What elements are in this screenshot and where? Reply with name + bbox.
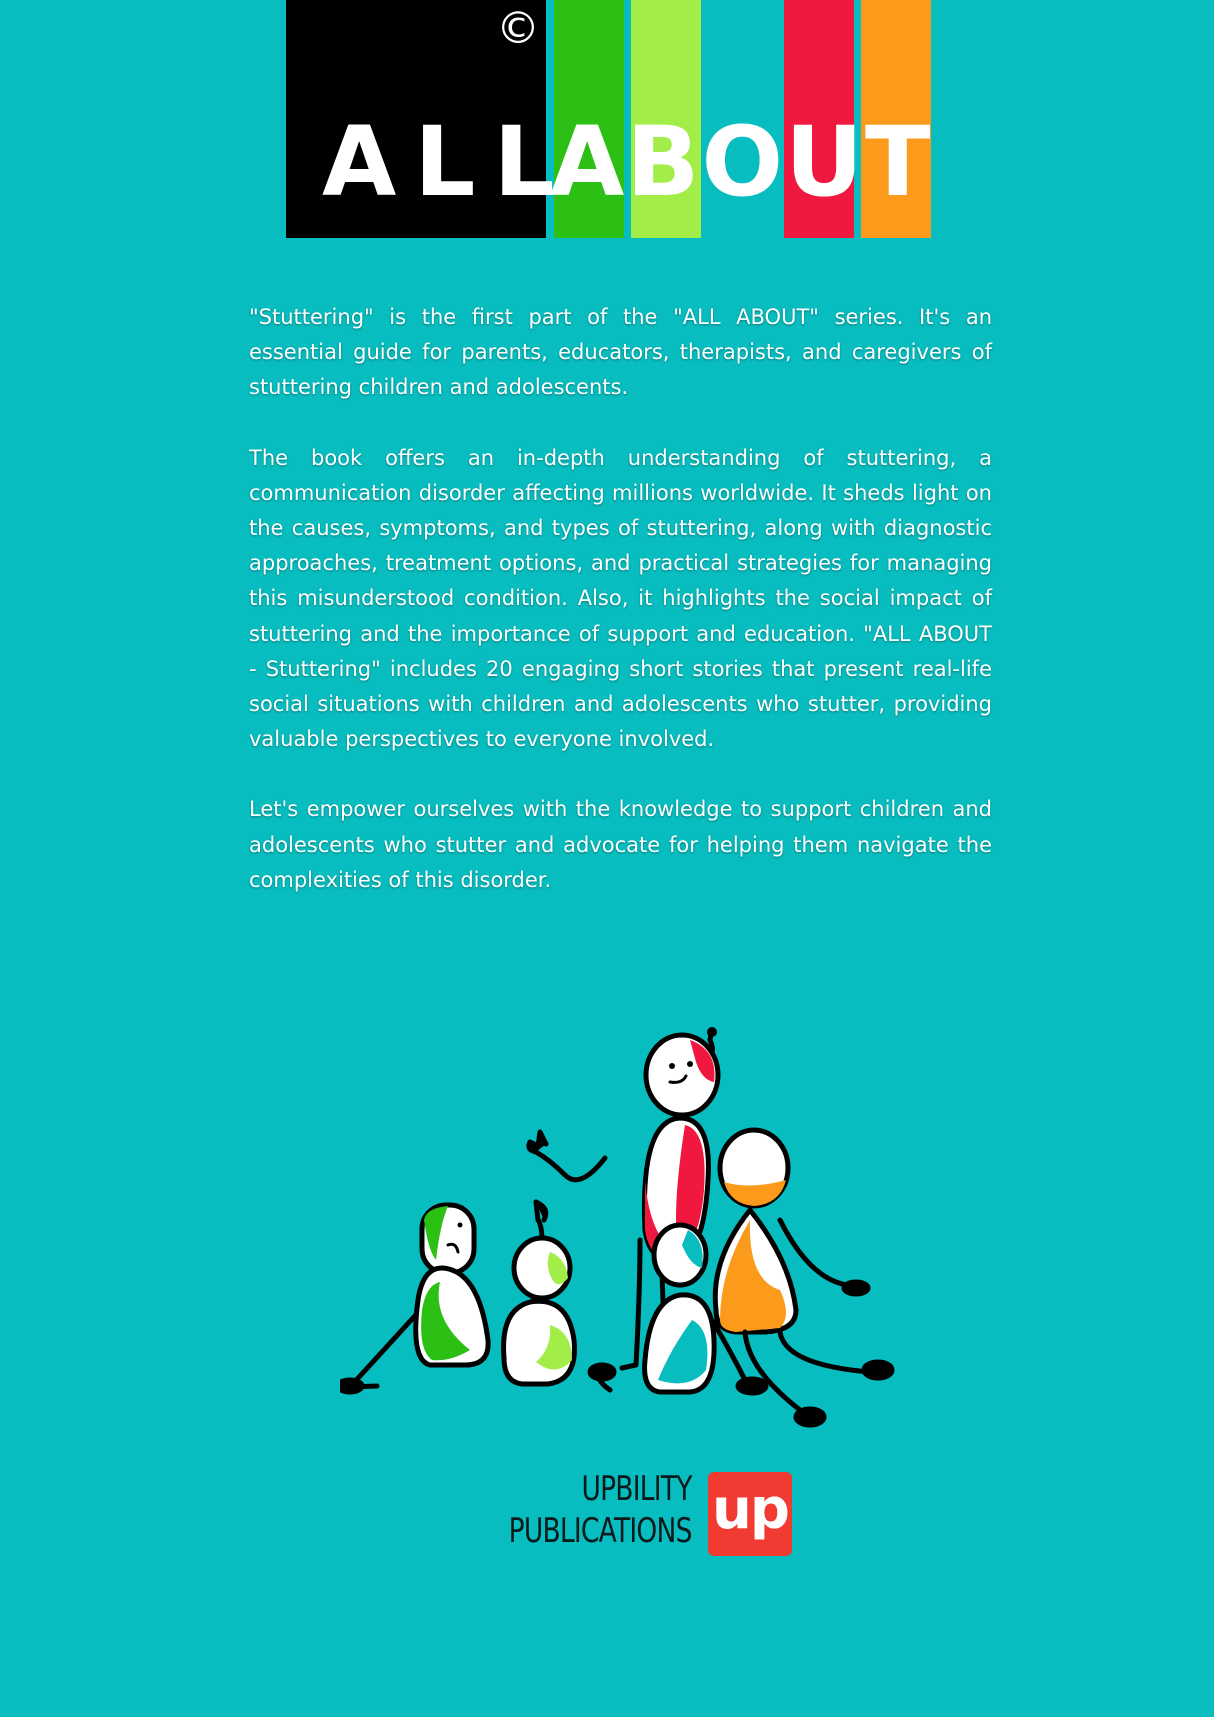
description-paragraph-2: The book offers an in-depth understanding of stuttering, a communication disorder affecting millions worldwide. It sheds light on the causes, symptoms, and types of stuttering, along with diagnostic approaches, treatment options, and practical strategies for managing this misunderstood condition. Also, it highlights the social impact of stuttering and the importance of support and education. "ALL ABOUT - Stuttering" includes 20 engaging short stories that present real-life social situations with children and adolescents who stutter, providing valuable perspectives to everyone involved. xyxy=(249,445,992,752)
publisher-name-line2: PUBLICATIONS xyxy=(508,1511,692,1551)
description-paragraph-1: "Stuttering" is the first part of the "ALL ABOUT" series. It's an essential guide for parents, educators, therapists, and caregivers of stuttering children and adolescents. xyxy=(249,305,992,400)
up-logo-icon: up xyxy=(708,1472,792,1556)
book-description xyxy=(249,300,992,933)
description-paragraph-3: Let's empower ourselves with the knowledge to support children and adolescents who stutter and advocate for helping them navigate the complexities of this disorder. xyxy=(249,797,992,892)
publisher-name xyxy=(509,1468,692,1552)
publisher-logo xyxy=(490,1468,800,1558)
publisher-name-line1: UPBILITY xyxy=(581,1469,692,1509)
green-child-figure xyxy=(340,1205,488,1392)
title-all: ALL xyxy=(322,106,573,218)
series-header xyxy=(0,0,1214,238)
children-group-illustration xyxy=(340,1020,910,1440)
copyright-icon: © xyxy=(496,3,540,54)
lime-child-figure xyxy=(504,1202,575,1384)
title-about: ABOUT xyxy=(550,106,933,218)
